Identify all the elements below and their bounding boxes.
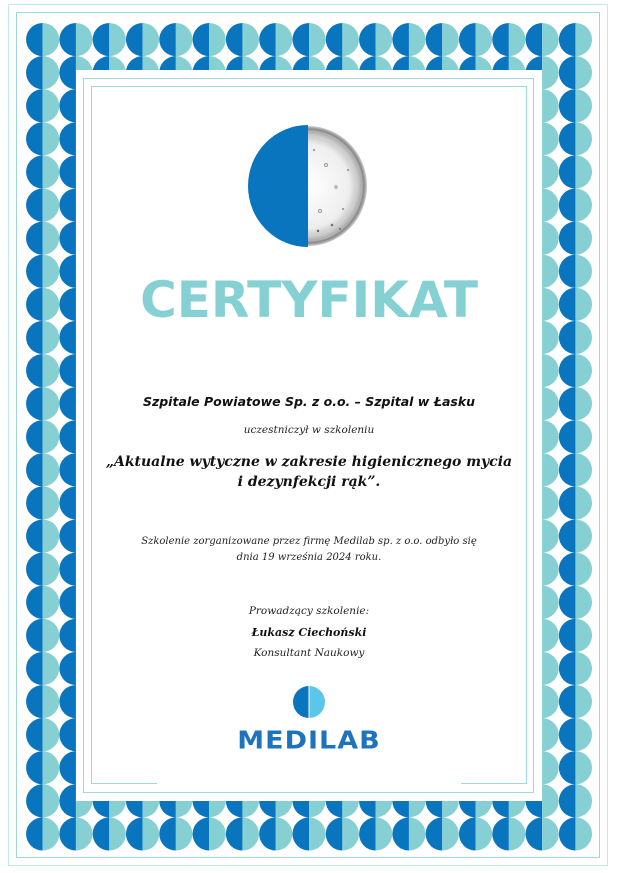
inner-frame-bottom-right-line — [461, 783, 527, 784]
course-title-line-1: „Aktualne wytyczne w zakresie higienicznego mycia — [105, 454, 513, 470]
organized-info — [0, 534, 618, 566]
organized-info-line-1: Szkolenie zorganizowane przez firmę Medilab sp. z o.o. odbyło się — [141, 536, 477, 547]
certificate-title: CERTYFIKAT — [140, 271, 478, 329]
course-title — [0, 452, 618, 492]
organization-name: Szpitale Powiatowe Sp. z o.o. – Szpital w Łasku — [142, 394, 476, 409]
medilab-logo-icon — [293, 686, 325, 718]
course-title-line-2: i dezynfekcji rąk”. — [237, 474, 381, 490]
inner-frame-bottom-left-line — [91, 783, 157, 784]
medilab-logo-text: MEDILAB — [237, 726, 381, 755]
participated-text: uczestniczył w szkoleniu — [243, 424, 375, 436]
petri-dish-emblem-icon — [248, 125, 368, 247]
lead-role: Konsultant Naukowy — [253, 647, 365, 659]
organized-info-line-2: dnia 19 września 2024 roku. — [236, 552, 382, 563]
lead-label: Prowadzący szkolenie: — [248, 605, 370, 617]
lead-name: Łukasz Ciechoński — [251, 626, 367, 639]
